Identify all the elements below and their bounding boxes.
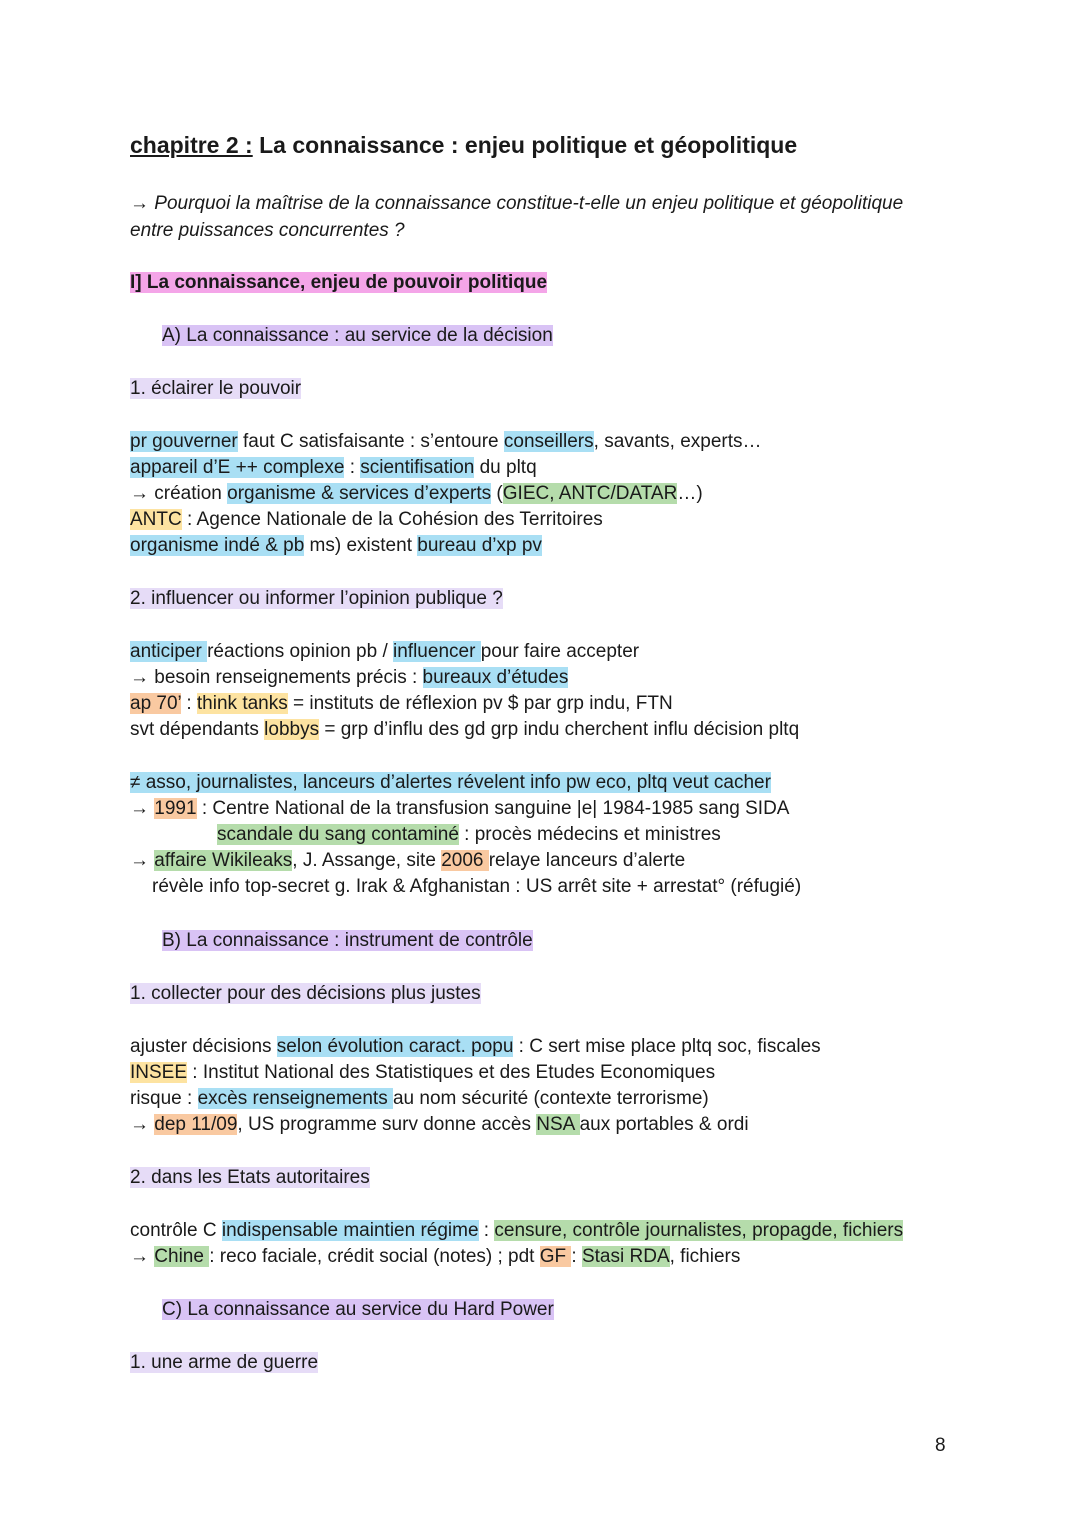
b1-line-1: ajuster décisions selon évolution caract. popu : C sert mise place pltq soc, fiscales: [130, 1036, 821, 1057]
a2-line-3: ap 70’ : think tanks = instituts de réflexion pv $ par grp indu, FTN: [130, 693, 673, 714]
section-c1-heading: 1. une arme de guerre: [130, 1352, 319, 1373]
section-b-heading: B) La connaissance : instrument de contrôle: [162, 930, 533, 951]
problem-question-line-1: → Pourquoi la maîtrise de la connaissance constitue-t-elle un enjeu politique et géopolitique: [130, 193, 904, 214]
a1-line-4: ANTC : Agence Nationale de la Cohésion des Territoires: [130, 509, 603, 530]
b2-line-2: → Chine : reco faciale, crédit social (notes) ; pdt GF : Stasi RDA, fichiers: [130, 1246, 741, 1267]
a2-line-1: anticiper réactions opinion pb / influencer pour faire accepter: [130, 641, 640, 662]
section-a-heading: A) La connaissance : au service de la décision: [162, 325, 553, 346]
section-a1-heading: 1. éclairer le pouvoir: [130, 378, 302, 399]
a2-line-7: scandale du sang contaminé : procès médecins et ministres: [217, 824, 721, 845]
chapter-label: chapitre 2 :: [130, 132, 253, 158]
page-number: 8: [935, 1435, 946, 1456]
b1-line-2: INSEE : Institut National des Statistiques et des Etudes Economiques: [130, 1062, 716, 1083]
a2-line-4: svt dépendants lobbys = grp d’influ des gd grp indu cherchent influ décision pltq: [130, 719, 800, 740]
a2-line-6: → 1991 : Centre National de la transfusion sanguine |e| 1984-1985 sang SIDA: [130, 798, 790, 819]
a2-line-2: → besoin renseignements précis : bureaux d’études: [130, 667, 569, 688]
chapter-title: [130, 130, 797, 160]
b1-line-3: risque : excès renseignements au nom sécurité (contexte terrorisme): [130, 1088, 709, 1109]
section-c-heading: C) La connaissance au service du Hard Power: [162, 1299, 554, 1320]
a2-line-5: ≠ asso, journalistes, lanceurs d’alertes révelent info pw eco, pltq veut cacher: [130, 772, 771, 793]
section-b2-heading: 2. dans les Etats autoritaires: [130, 1167, 370, 1188]
a1-line-3: → création organisme & services d’experts (GIEC, ANTC/DATAR…): [130, 483, 703, 504]
a1-line-5: organisme indé & pb ms) existent bureau d’xp pv: [130, 535, 542, 556]
a1-line-2: appareil d’E ++ complexe : scientifisation du pltq: [130, 457, 537, 478]
a2-line-8: → affaire Wikileaks, J. Assange, site 2006 relaye lanceurs d’alerte: [130, 850, 686, 871]
section-a2-heading: 2. influencer ou informer l’opinion publique ?: [130, 588, 503, 609]
problem-question-line-2: entre puissances concurrentes ?: [130, 220, 405, 241]
b2-line-1: contrôle C indispensable maintien régime : censure, contrôle journalistes, propagde, fichiers: [130, 1220, 904, 1241]
part-1-heading: I] La connaissance, enjeu de pouvoir politique: [130, 272, 548, 293]
b1-line-4: → dep 11/09, US programme surv donne accès NSA aux portables & ordi: [130, 1114, 749, 1135]
chapter-title-text: La connaissance : enjeu politique et géopolitique: [252, 132, 798, 158]
section-b1-heading: 1. collecter pour des décisions plus justes: [130, 983, 481, 1004]
a1-line-1: pr gouverner faut C satisfaisante : s’entoure conseillers, savants, experts…: [130, 431, 762, 452]
a2-line-9: révèle info top-secret g. Irak & Afghanistan : US arrêt site + arrestat° (réfugié): [152, 876, 802, 897]
